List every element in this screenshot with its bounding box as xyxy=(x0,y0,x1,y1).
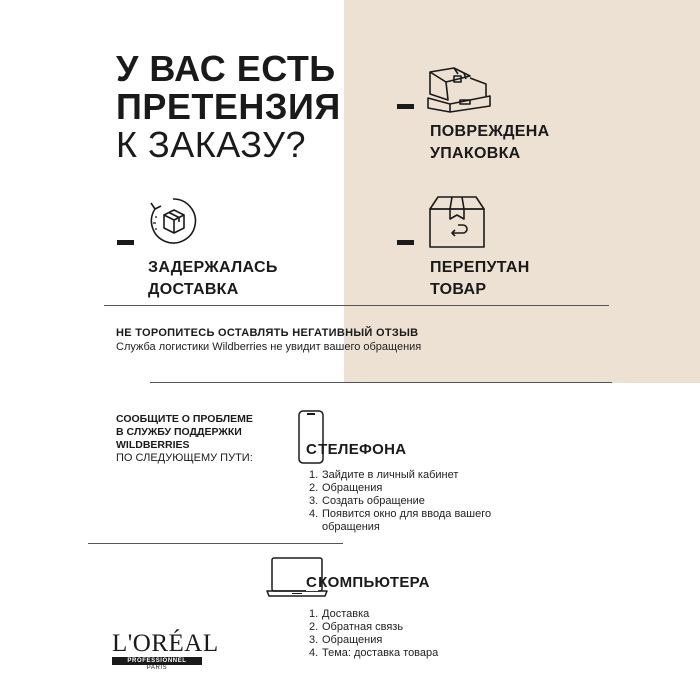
issue-delayed-delivery xyxy=(148,257,278,301)
report-line-2: В СЛУЖБУ ПОДДЕРЖКИ xyxy=(116,426,242,438)
computer-heading-rest: КОМПЬЮТЕРА xyxy=(318,574,430,591)
damaged-package-icon xyxy=(424,64,494,116)
report-line-1: СООБЩИТЕ О ПРОБЛЕМЕ xyxy=(116,413,253,425)
phone-heading-first-letter: С xyxy=(306,441,318,458)
list-item: 3. Создать обращение xyxy=(309,495,425,507)
issue-line-1: ПОВРЕЖДЕНА xyxy=(430,123,550,140)
loreal-logo xyxy=(112,630,219,671)
issue-damaged-package xyxy=(430,121,549,165)
logo-brand: L'ORÉAL xyxy=(112,630,219,657)
logo-sub: PROFESSIONNEL xyxy=(112,657,202,665)
page-title xyxy=(116,50,341,164)
bullet-dash xyxy=(397,240,414,245)
list-item: 3. Обращения xyxy=(309,634,383,646)
delayed-delivery-icon xyxy=(147,195,199,247)
phone-heading xyxy=(306,441,406,458)
bullet-dash xyxy=(117,240,134,245)
issue-line-2: УПАКОВКА xyxy=(430,145,521,162)
report-line-4: ПО СЛЕДУЮЩЕМУ ПУТИ: xyxy=(116,452,253,464)
report-line-3: WILDBERRIES xyxy=(116,439,190,451)
issue-line-1: ПЕРЕПУТАН xyxy=(430,259,530,276)
title-line-3: К ЗАКАЗУ? xyxy=(116,124,307,165)
title-line-1: У ВАС ЕСТЬ xyxy=(116,48,336,89)
list-item: 2. Обращения xyxy=(309,482,383,494)
warning-subtitle: Служба логистики Wildberries не увидит вашего обращения xyxy=(116,341,422,353)
return-box-icon xyxy=(428,195,486,249)
issue-line-2: ТОВАР xyxy=(430,281,487,298)
divider xyxy=(150,382,612,383)
list-item: 4. Тема: доставка товара xyxy=(309,647,439,659)
computer-heading xyxy=(306,574,430,591)
warning-block xyxy=(116,327,421,353)
list-item: 1. Зайдите в личный кабинет xyxy=(309,469,459,481)
phone-heading-rest: ТЕЛЕФОНА xyxy=(318,441,407,458)
issue-line-2: ДОСТАВКА xyxy=(148,281,239,298)
divider xyxy=(104,305,609,306)
warning-title: НЕ ТОРОПИТЕСЬ ОСТАВЛЯТЬ НЕГАТИВНЫЙ ОТЗЫВ xyxy=(116,327,419,339)
list-item: 1. Доставка xyxy=(309,608,370,620)
list-item: 2. Обратная связь xyxy=(309,621,404,633)
divider xyxy=(88,543,343,544)
issue-line-1: ЗАДЕРЖАЛАСЬ xyxy=(148,259,278,276)
title-line-2: ПРЕТЕНЗИЯ xyxy=(116,86,341,127)
phone-steps-list xyxy=(309,469,539,534)
computer-heading-first-letter: С xyxy=(306,574,318,591)
logo-city: PARIS xyxy=(146,665,168,671)
bullet-dash xyxy=(397,104,414,109)
computer-steps-list xyxy=(309,608,529,660)
issue-mixed-up-product xyxy=(430,257,530,301)
beige-panel xyxy=(344,0,700,383)
report-block xyxy=(116,413,253,464)
list-item: 4. Появится окно для ввода вашего обращения xyxy=(309,508,492,533)
